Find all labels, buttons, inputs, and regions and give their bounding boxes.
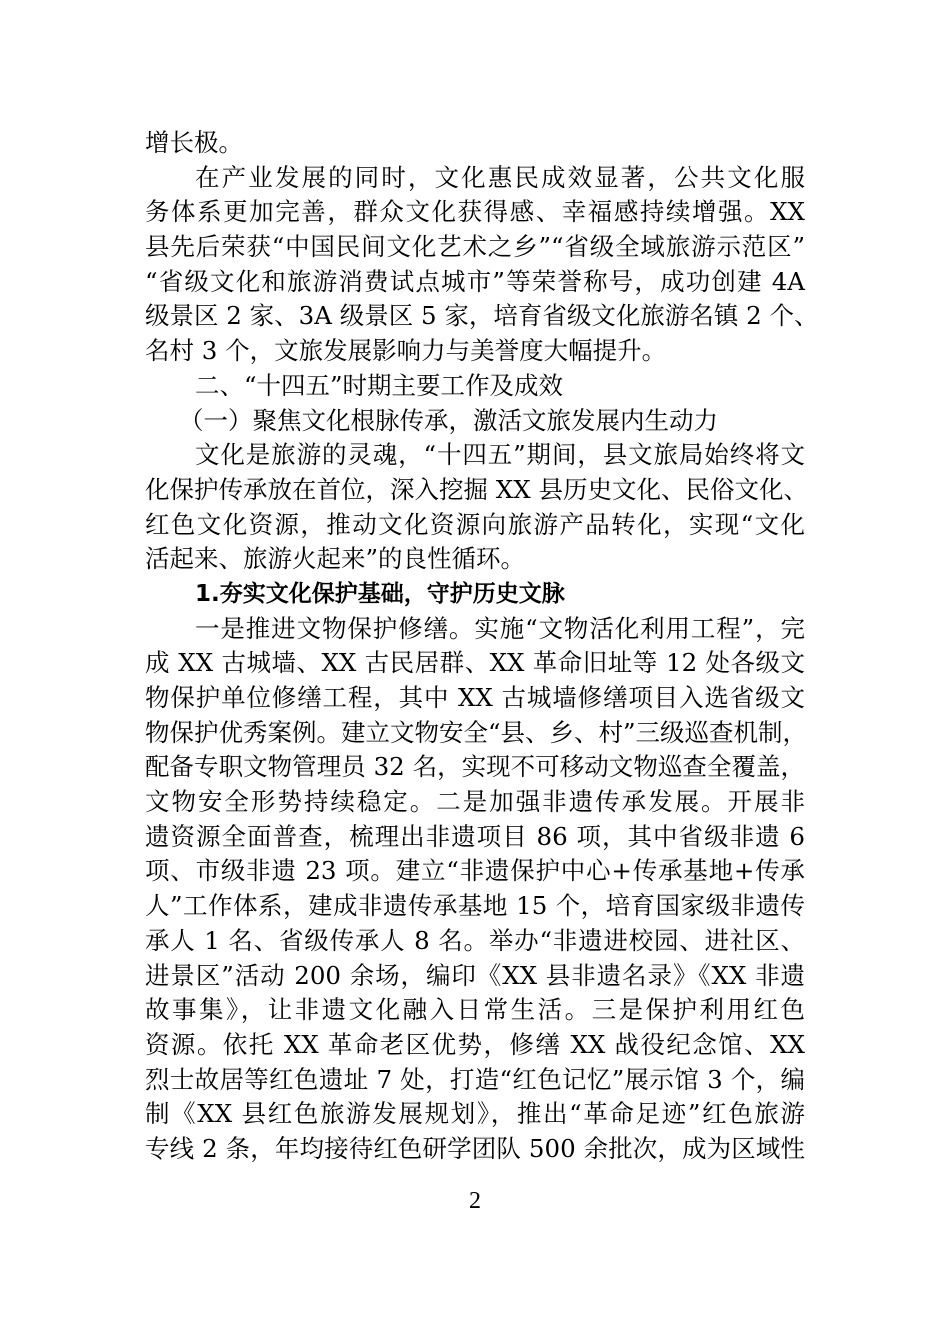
text-line: 文化是旅游的灵魂，“十四五”期间，县文旅局始终将文 — [195, 440, 805, 470]
text-line: 级景区 2 家、3A 级景区 5 家，培育省级文化旅游名镇 2 个、 — [145, 301, 819, 331]
text-line: 物保护优秀案例。建立文物安全“县、乡、村”三级巡查机制， — [145, 717, 808, 747]
text-line: 成 XX 古城墙、XX 古民居群、XX 革命旧址等 12 处各级文 — [145, 648, 805, 678]
page-number: 2 — [469, 1188, 481, 1214]
text-line: 项、市级非遗 23 项。建立“非遗保护中心+传承基地+传承 — [145, 856, 805, 886]
section-heading — [145, 369, 805, 404]
text-line: 增长极。 — [145, 128, 243, 157]
text-line: 1.夯实文化保护基础，守护历史文脉 — [195, 580, 565, 607]
paragraph — [145, 161, 819, 369]
paragraph — [145, 612, 808, 1167]
text-line: 承人 1 名、省级传承人 8 名。举办“非遗进校园、进社区、 — [145, 925, 805, 955]
text-line: 配备专职文物管理员 32 名，实现不可移动文物巡查全覆盖， — [145, 752, 805, 782]
paragraph — [145, 438, 808, 577]
text-line: 烈士故居等红色遗址 7 处，打造“红色记忆”展示馆 3 个，编 — [145, 1064, 805, 1094]
text-line: 专线 2 条，年均接待红色研学团队 500 余批次，成为区域性 — [145, 1133, 805, 1163]
text-line: 文物安全形势持续稳定。二是加强非遗传承发展。开展非 — [145, 787, 805, 817]
text-line: 制《XX 县红色旅游发展规划》，推出“革命足迹”红色旅游 — [145, 1099, 805, 1129]
text-line: 在产业发展的同时，文化惠民成效显著，公共文化服 — [195, 162, 805, 192]
text-line: 化保护传承放在首位，深入挖掘 XX 县历史文化、民俗文化、 — [145, 474, 808, 504]
text-line: 红色文化资源，推动文化资源向旅游产品转化，实现“文化 — [145, 509, 805, 539]
text-line: “省级文化和旅游消费试点城市”等荣誉称号，成功创建 4A — [145, 266, 805, 296]
paragraph — [145, 126, 805, 161]
text-line: 名村 3 个，文旅发展影响力与美誉度大幅提升。 — [145, 336, 667, 366]
document-body — [145, 126, 819, 1167]
text-line: 资源。依托 XX 革命老区优势，修缮 XX 战役纪念馆、XX — [145, 1029, 805, 1059]
text-line: 进景区”活动 200 余场，编印《XX 县非遗名录》《XX 非遗 — [145, 960, 805, 990]
text-line: 县先后荣获“中国民间文化艺术之乡”“省级全域旅游示范区” — [145, 232, 805, 262]
item-heading — [145, 577, 805, 612]
text-line: 一是推进文物保护修缮。实施“文物活化利用工程”，完 — [195, 613, 805, 643]
text-line: 遗资源全面普查，梳理出非遗项目 86 项，其中省级非遗 6 — [145, 821, 805, 851]
text-line: 务体系更加完善，群众文化获得感、幸福感持续增强。XX — [145, 197, 805, 227]
text-line: 活起来、旅游火起来”的良性循环。 — [145, 544, 526, 574]
text-line: 物保护单位修缮工程，其中 XX 古城墙修缮项目入选省级文 — [145, 683, 805, 712]
text-line: （一）聚焦文化根脉传承，激活文旅发展内生动力 — [179, 405, 718, 435]
text-line: 人”工作体系，建成非遗传承基地 15 个，培育国家级非遗传 — [145, 891, 805, 921]
text-line: 故事集》，让非遗文化融入日常生活。三是保护利用红色 — [145, 995, 805, 1025]
text-line: 二、“十四五”时期主要工作及成效 — [195, 370, 564, 400]
subsection-heading — [145, 404, 805, 439]
